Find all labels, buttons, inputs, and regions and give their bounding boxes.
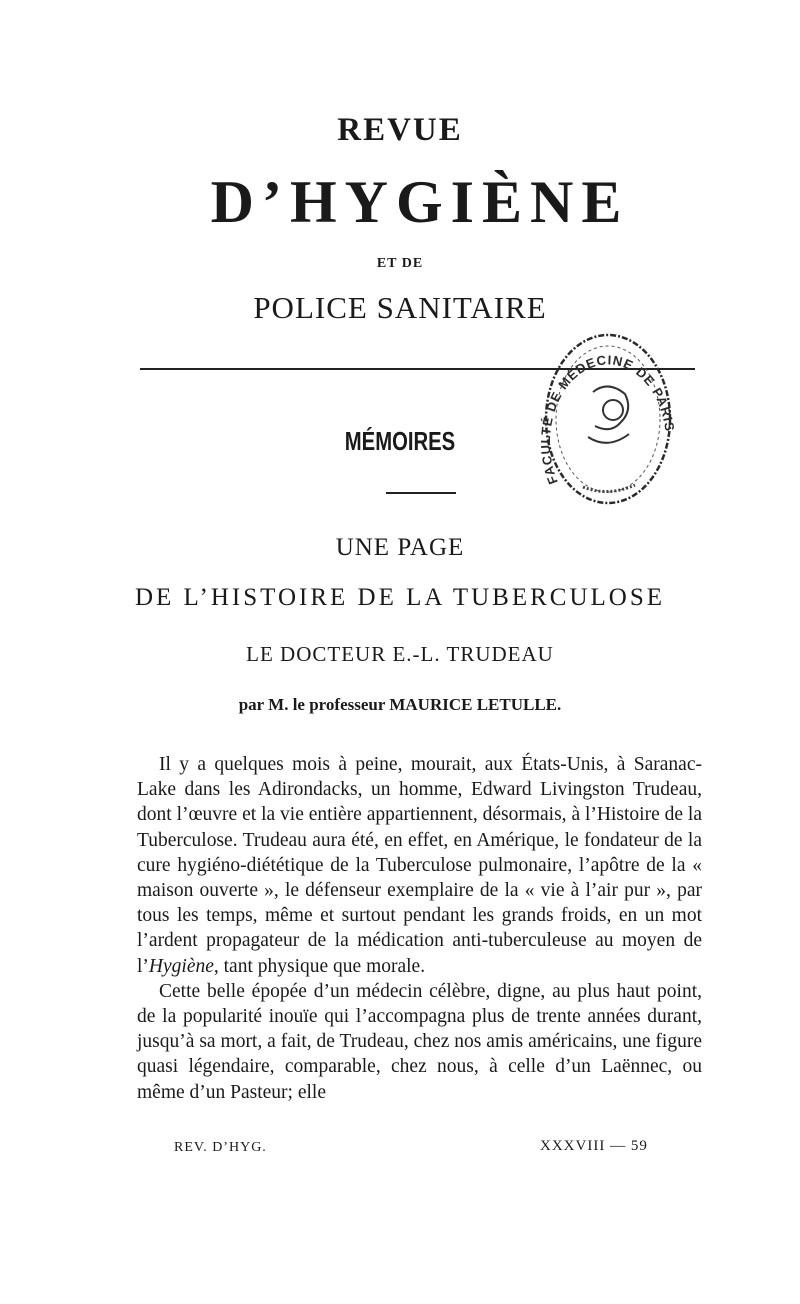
library-stamp — [533, 322, 683, 517]
footer-signature-mark: XXXVIII — 59 — [540, 1138, 648, 1154]
section-heading: MÉMOIRES — [344, 426, 456, 456]
article-title-line2: DE L’HISTOIRE DE LA TUBERCULOSE — [134, 584, 666, 611]
footer-journal-abbrev: REV. D’HYG. — [174, 1140, 267, 1155]
article-byline: par M. le professeur MAURICE LETULLE. — [238, 695, 562, 714]
journal-title-connector: ET DE — [376, 256, 424, 271]
journal-title-main: D’HYGIÈNE — [210, 169, 630, 235]
paragraph-2: Cette belle épopée d’un médecin célèbre, digne, au plus haut point, de la popularité inouïe qui l’accompagna plus de trente années durant, jusqu’à sa mort, a fait, de Trudeau, chez nos amis américains, une figure quasi légendaire, comparable, chez nous, à celle d’un Laënnec, ou même d’un Pasteur; elle — [137, 980, 702, 1103]
stamp-lettering: FACULTÉ DE MÉDECINE DE PARIS — [537, 352, 678, 487]
journal-title-line4: POLICE SANITAIRE — [253, 290, 547, 325]
section-rule — [386, 492, 456, 494]
emphasis-hygiene: Hygiène — [148, 955, 214, 977]
journal-title-line1: REVUE — [337, 112, 463, 148]
article-title-line1: UNE PAGE — [335, 534, 465, 561]
article-body — [137, 752, 702, 1105]
paragraph-1-text: Il y a quelques mois à peine, mourait, aux États-Unis, à Saranac-Lake dans les Adirondacks, un homme, Edward Livingston Trudeau, dont l’œuvre et la vie entière appartiennent, désormais, à l’Histoire de la Tuberculose. Trudeau aura été, en effet, en Amérique, le fondateur de la cure hygiéno-diététique de la Tuberculose pulmonaire, l’apôtre de la « maison ouverte », le défenseur exemplaire de la « vie à l’air pur », par tous les temps, même et surtout pendant les grands froids, en un mot l’ardent propagateur de la médication anti-tuberculeuse au moyen de l’ — [137, 754, 702, 977]
article-title-line3: LE DOCTEUR E.-L. TRUDEAU — [246, 642, 554, 666]
paragraph-1 — [137, 752, 702, 979]
paragraph-1-end: , tant physique que morale. — [213, 955, 426, 977]
